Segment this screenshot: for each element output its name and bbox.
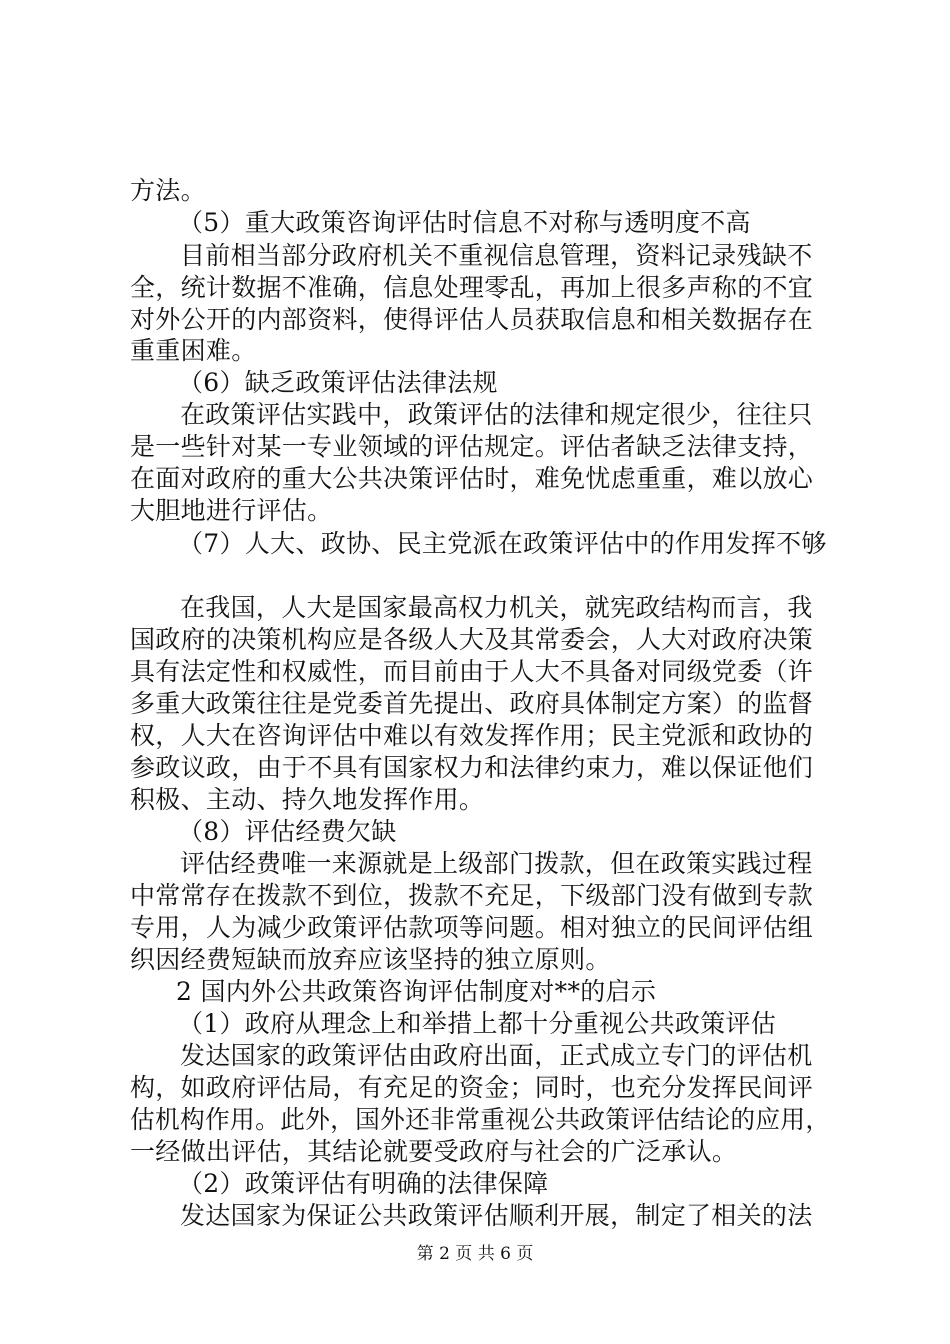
- text-line: 构，如政府评估局，有充足的资金；同时，也充分发挥民间评: [130, 1073, 814, 1102]
- text-line: 参政议政，由于不具有国家权力和法律约束力，难以保证他们: [130, 753, 814, 782]
- text-line: 织因经费短缺而放弃应该坚持的独立原则。: [130, 945, 611, 974]
- chapter-heading: 2 国内外公共政策咨询评估制度对**的启示: [176, 977, 657, 1006]
- text-line: 国政府的决策机构应是各级人大及其常委会，人大对政府决策: [130, 625, 814, 654]
- text-line: 在我国，人大是国家最高权力机关，就宪政结构而言，我: [180, 593, 813, 622]
- section-heading: （1）政府从理念上和举措上都十分重视公共政策评估: [178, 1009, 777, 1038]
- text-line: 多重大政策往往是党委首先提出、政府具体制定方案）的监督: [130, 689, 814, 718]
- text-line: 专用，人为减少政策评估款项等问题。相对独立的民间评估组: [130, 913, 814, 942]
- text-line: 大胆地进行评估。: [130, 496, 333, 525]
- section-heading: （2）政策评估有明确的法律保障: [178, 1169, 549, 1198]
- text-line: 方法。: [130, 176, 206, 205]
- section-heading: （8）评估经费欠缺: [178, 817, 397, 846]
- text-line: 估机构作用。此外，国外还非常重视公共政策评估结论的应用，: [130, 1105, 831, 1134]
- text-line: 目前相当部分政府机关不重视信息管理，资料记录残缺不: [180, 241, 813, 270]
- text-line: 在面对政府的重大公共决策评估时，难免忧虑重重，难以放心: [130, 464, 814, 493]
- text-line: 权，人大在咨询评估中难以有效发挥作用；民主党派和政协的: [130, 721, 814, 750]
- text-line: 在政策评估实践中，政策评估的法律和规定很少，往往只: [180, 400, 813, 429]
- text-line: 全，统计数据不准确，信息处理零乱，再加上很多声称的不宜: [130, 273, 814, 302]
- section-heading: （7）人大、政协、民主党派在政策评估中的作用发挥不够: [178, 529, 827, 558]
- text-line: 积极、主动、持久地发挥作用。: [130, 785, 485, 814]
- page-footer: 第 2 页 共 6 页: [416, 1244, 534, 1264]
- text-line: 发达国家的政策评估由政府出面，正式成立专门的评估机: [180, 1041, 813, 1070]
- text-line: 中常常存在拨款不到位，拨款不充足，下级部门没有做到专款: [130, 881, 814, 910]
- text-line: 发达国家为保证公共政策评估顺利开展，制定了相关的法: [180, 1201, 813, 1230]
- text-line: 一经做出评估，其结论就要受政府与社会的广泛承认。: [130, 1137, 738, 1166]
- text-line: 评估经费唯一来源就是上级部门拨款，但在政策实践过程: [180, 849, 813, 878]
- text-line: 是一些针对某一专业领域的评估规定。评估者缺乏法律支持，: [130, 432, 814, 461]
- section-heading: （6）缺乏政策评估法律法规: [178, 368, 498, 397]
- text-line: 具有法定性和权威性，而目前由于人大不具备对同级党委（许: [130, 657, 814, 686]
- text-line: 重重困难。: [130, 336, 257, 365]
- text-line: 对外公开的内部资料，使得评估人员获取信息和相关数据存在: [130, 305, 814, 334]
- section-heading: （5）重大政策咨询评估时信息不对称与透明度不高: [178, 208, 751, 237]
